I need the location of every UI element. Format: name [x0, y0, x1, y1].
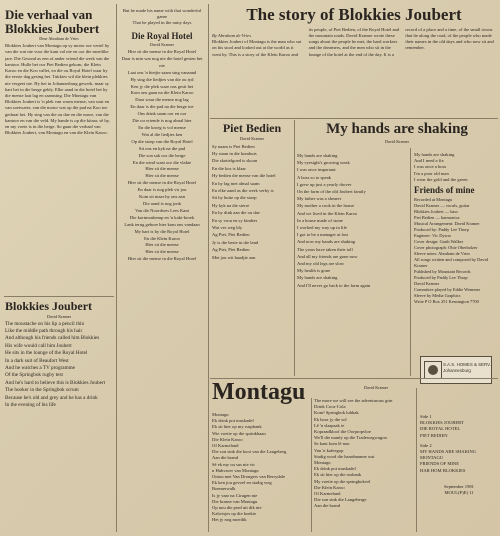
- side1-tracks: BLOKKIES JOUBERT DIE ROYAL HOTEL PIET BEDIEN: [420, 420, 464, 438]
- shaking-byline: David Kramer: [384, 138, 410, 144]
- shaking-side-body: My hands are shaking And I need a fix I was once a boss I'm a poor old man I wear the gold and the green: [414, 152, 468, 182]
- side1-label: Side 1: [420, 414, 432, 419]
- stamp-text: [443, 362, 491, 373]
- side2-tracks: MY HANDS ARE SHAKING MONTAGU FRIENDS OF MINE HAR HOM BLOKKIES: [420, 449, 477, 473]
- montagu-right: The more we will see the adventurous grin Drink Coca-Cola Kom! Springbok lubbak Ek hoor jy die sol Lê 'n slaapsak ie Kopraadkloof die Oorpropvloe We'll die manly op die Tradewegwagon Se kant kom lê nou Van 'n kafeegop Stadig word die baardmanne wat Montagu Ek drink pot muskadel Ek sit hier op die rusbank My voetie op die springbokvel Die Klein Karoo Of Karmeland Die son sink die Langeberge Aan die brand: [314, 398, 393, 509]
- col1b-blokkies-lyrics: [5, 300, 113, 532]
- track-listing: [420, 414, 498, 534]
- col2-byline: David Kramer: [149, 42, 175, 48]
- story-section: [212, 6, 496, 116]
- col-divider-5: [311, 398, 312, 532]
- story-byline: By Abraham de Vries: [212, 33, 251, 39]
- col2-royal-hotel: [119, 8, 205, 532]
- catalog-number: MOUL(P)E) 11: [444, 490, 474, 496]
- stamp-label-1: S.A.S. HOMES & SERV.: [443, 362, 491, 367]
- credits-title: Friends of mine: [414, 186, 475, 195]
- label-stamp: [420, 356, 492, 384]
- piet-byline: David Kramer: [239, 135, 265, 141]
- col1-byline: Deur Abraham de Vries: [39, 36, 79, 42]
- col1b-title: Blokkies Joubert: [5, 300, 93, 313]
- col1-body: Blokkies Joubert van Montagu op sy motor oor vertel hy van die wat nie voor die kant val nie en oor die moeilike jare. Die Gesond as een of ander vriend die werk van die kantoor. Hulle het oor Piet Bedien gekom, die Klein Karoo en die Koo vallei, en die ou Royal Hotel waar hy die eerste dag gesing het. Tukkies wil die klein plekkies nie vergeet nie. Hy het in Johannesburg gewerk, maar sy hart het in die berge gebly. Elke aand in die hotel het hy die mense laat lag en saamsing. Die Montagu van Blokkies Joubert is 'n plek van warm mense, van sout en van soetwater, van die motor wat op die pad na Koo toe gedraai het. Hy sing van die ou dae en die nuwe, van die kantoor en van die veld. My hande is op die kitaar, sê hy, en my voete is in die berge. So gaan die verhaal van Blokkies Joubert, van Montagu en van die Klein Karoo.: [5, 43, 110, 136]
- montagu-left: Montagu Ek drink pot muskadel Ek sit hier op my ruspbank Wie voetie op die sprinkbaan Die Klein Karoo Of Karmeland Die son sink die kooi van die Langeberg Aan die brand Sê ek my ou sus nie vir n Hubvroer van Montagu Ontou met Van Drongers van Berrydale Ek ken jou gevoel en stadig weg Boemerwalk Is jy vaar na Cirugen nie Die kranse van Montagu Op nou die perd uit dik nie Kalwisjes op die boekie Het jy nog moeilik: [212, 412, 287, 523]
- release-date: September 1981: [444, 483, 474, 489]
- piet-body: Sy naam is Piet Bedien Hy staan in die kombuis Die skottelgoed is skoon En die kos is klaar Hy bedien die mense van die hotel En hy lag met almal saam En elke aand as die werk verby is Sit hy buite op die stoep Hy kyk na die sterre En hy dink aan die ou dae En sy vrou en sy kinders Wat ver weg bly Ag Piet, Piet Bedien Jy is die beste in die land Ag Piet, Piet Bedien Met jou wit baadjie aan: [212, 143, 276, 260]
- montagu-byline: David Kramer: [363, 385, 389, 390]
- shaking-body: My hands are shaking My eyesight's growing weak I was once important A boss so to speak I grew up just a yearly drover On the farm of the old Joubert family My father was a shearer My mother a cook in the house And we lived in the Klein Karoo In a house made of stone I worked my way up in life I got to be a manager at last And now my hands are shaking The years have taken their toll And all my friends are gone now And my old legs are slow My health is gone My hands are shaking And I'll never go back to the farm again: [297, 153, 371, 288]
- story-text: Blokkies Joubert of Montagu is the man who sat on his stool and looked out at the world as it went by. This is a story of the Klein Karoo and its people, of Piet Bedien, of the Royal Hotel and the mountain roads. David Kramer wrote these songs about the people he met, the hard workers and the dreamers, and the men who sit in the lounge of the hotel at the end of the day. It is a record of a place and a time, of the small towns that lie along the road, of the people who made their names in the old days and who now sit and remember.: [212, 26, 494, 57]
- montagu-title: Montagu: [212, 380, 306, 405]
- shaking-lyrics: [297, 152, 407, 376]
- credits-section: [414, 186, 496, 354]
- montagu-byline-area: [336, 384, 416, 394]
- montagu-top-divider: [210, 378, 498, 379]
- piet-bedien-section: [212, 122, 292, 376]
- col1-afrikaans-story: [5, 8, 113, 296]
- col-divider-4: [410, 148, 411, 376]
- montagu-left-lyrics: [212, 412, 308, 532]
- story-body: [212, 27, 496, 58]
- shaking-title: My hands are shaking: [326, 122, 468, 137]
- montagu-right-lyrics: [314, 398, 414, 532]
- col1b-byline: David Kramer: [46, 313, 72, 319]
- col2-body: Hier sit die mense in die Royal Hotel Daar is min wat nog nie die hotel gesien het nie Laat ons 'n bietjie saam sing vanaand Hy sing die liedjies van die ou tyd Ken jy die plek waar ons gesit het Kom ons gaan na die Klein Karoo Daar waar die mense nog lag En daar is die pad na die berge toe Ons drink saam oor en oor Die ou vriende is nog almal hier En die kroeg is vol mense Wat al die liedjies ken Op die stoep van die Royal Hotel Sit ons en kyk na die pad Die son sak oor die berge En die wind waai oor die vlakte Hier sit die mense Hier sit die mense Hier sit die mense in die Royal Hotel En daar is nog plek vir jou Kom sit maar by ons aan Die aand is nog jonk Van die Noordwes Lees Kant Die kortmouhemp en 'n kaki-broek Lank terug gebore hier kom ons vandaan My hart is by die Royal Hotel En die Klein Karoo Hier sit die mense Hier sit die mense Hier sit die mense in die Royal Hotel: [121, 49, 203, 262]
- col2-title: Die Royal Hotel: [131, 30, 193, 41]
- shaking-side: [414, 152, 496, 184]
- col-divider-1: [116, 4, 117, 532]
- col1-title: Die verhaal van Blokkies Joubert: [5, 8, 100, 36]
- story-divider: [210, 118, 498, 119]
- col-divider-3: [294, 120, 295, 376]
- col1b-body: The moustache on his lip a pencil thin Like the middle path through his hair And although his friends called him Blokkies His wife would call him Joubert He sits in the lounge of the Royal Hotel In a dark suit of Beaufort West And he watches a TV programme Of the Springbok rugby test And he's hard to believe this is Blokkies Joubert The hooker in the Springbok scrum Because he's old and grey and he has a drink In the evening of his life: [5, 320, 106, 409]
- col1-divider: [4, 296, 114, 297]
- stamp-logo-icon: [424, 361, 442, 379]
- col-divider-6: [416, 388, 417, 532]
- col-divider-2: [208, 4, 209, 532]
- stamp-label-2: Johannesburg: [443, 367, 471, 373]
- story-title: The story of Blokkies Joubert: [246, 6, 462, 24]
- side2-label: Side 2: [420, 442, 432, 448]
- credits-body: Recorded at Montagu David Kramer — vocals, guitar Blokkies Joubert — bass Piet Bedien — harmonica Musical Arrangement: David Kramer Produced by: Paddy Lee Thorp Engineer: Vic Dyson Cover design: Garth Walker Cover photograph: Obie Oberholzer Sleeve notes: Abraham de Vries All songs written and composed by David Kramer Published by Mountain Records Produced by Paddy Lee Thorp David Kramer Committee played by Eddie Wemmer Sleeve by Media Graphics Write P O Box 251 Kensington 7700: [414, 197, 488, 305]
- piet-title: Piet Bedien: [222, 122, 282, 135]
- col2-intro: But he made his name with that wonderful game That he played in the rainy days: [122, 8, 202, 26]
